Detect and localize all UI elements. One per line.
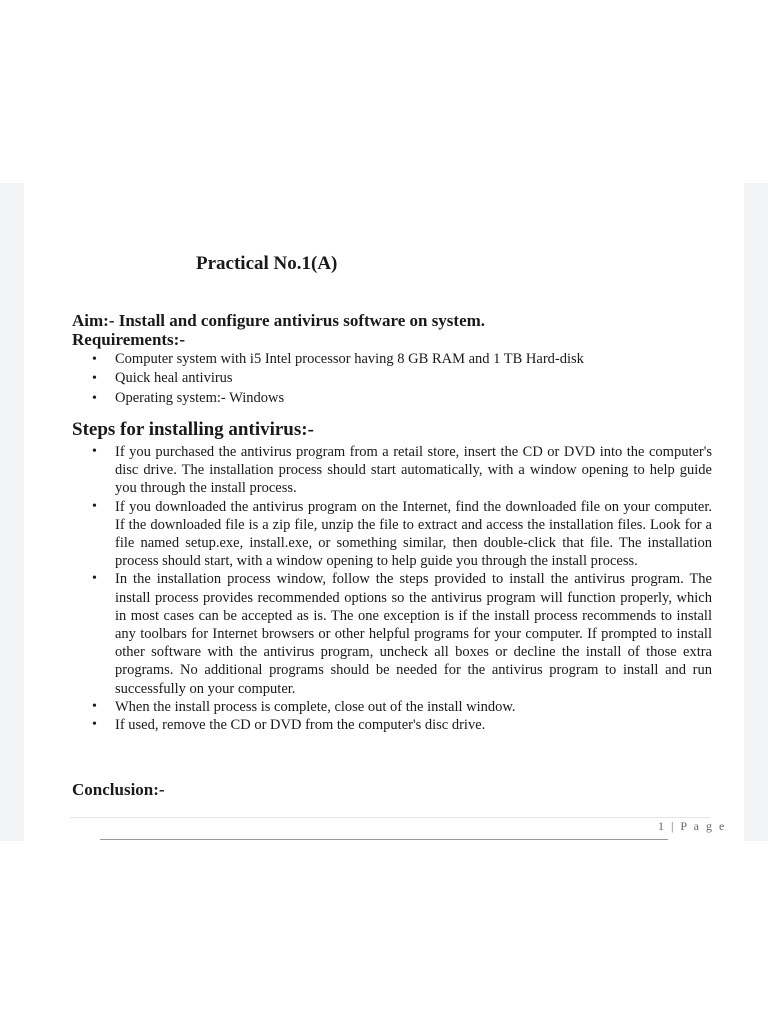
requirement-item: • Quick heal antivirus <box>72 369 692 388</box>
requirement-item: • Computer system with i5 Intel processor having 8 GB RAM and 1 TB Hard-disk <box>72 350 692 369</box>
document-page <box>0 183 768 841</box>
page-bottom-divider <box>100 839 668 840</box>
requirement-item: • Operating system:- Windows <box>72 389 692 408</box>
step-item: • If you downloaded the antivirus program on the Internet, find the downloaded file on your computer. If the downloaded file is a zip file, unzip the file to extract and access the installation files. Look for a file named setup.exe, install.exe, or something similar, then double-click that file. The installation process should start, with a window opening to help guide you through the install process. <box>72 498 712 571</box>
requirements-heading: Requirements:- <box>72 330 185 349</box>
conclusion-heading: Conclusion:- <box>72 780 165 799</box>
step-item: • If used, remove the CD or DVD from the computer's disc drive. <box>72 716 712 734</box>
requirements-list <box>72 350 692 408</box>
steps-list <box>72 443 712 734</box>
aim-heading: Aim:- Install and configure antivirus software on system. <box>72 311 486 330</box>
footer-divider <box>70 817 710 818</box>
step-item: • In the installation process window, follow the steps provided to install the antivirus program. The install process provides recommended options so the antivirus program will function properly, which in most cases can be accepted as is. The one exception is if the install process recommends to install any toolbars for Internet browsers or other helpful programs for your computer. If prompted to install other software with the antivirus program, uncheck all boxes or decline the install of those extra programs. No additional programs should be needed for the antivirus program to install and run successfully on your computer. <box>72 570 712 697</box>
step-item: • When the install process is complete, close out of the install window. <box>72 698 712 716</box>
step-item: • If you purchased the antivirus program from a retail store, insert the CD or DVD into the computer's disc drive. The installation process should start automatically, with a window opening to help guide you through the install process. <box>72 443 712 498</box>
page-title: Practical No.1(A) <box>196 253 338 274</box>
steps-heading: Steps for installing antivirus:- <box>72 419 314 440</box>
page-number: 1 | P a g e <box>658 819 727 833</box>
